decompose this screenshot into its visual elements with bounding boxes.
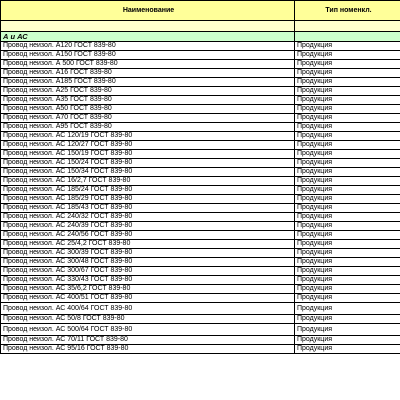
product-name-cell[interactable]: Провод неизол. АС 50/8 ГОСТ 839-80 [1,315,295,324]
product-type-cell[interactable]: Продукция [295,105,400,114]
product-name-cell[interactable]: Провод неизол. АС 185/24 ГОСТ 839-80 [1,186,295,195]
product-name-cell[interactable]: Провод неизол. АС 185/29 ГОСТ 839-80 [1,195,295,204]
table-row [1,345,400,354]
header-row [1,1,400,21]
product-name-cell[interactable]: Провод неизол. АС 240/32 ГОСТ 839-80 [1,213,295,222]
product-name-cell[interactable]: Провод неизол. АС 95/16 ГОСТ 839-80 [1,345,295,354]
product-type-cell[interactable]: Продукция [295,87,400,96]
product-name-cell[interactable]: Провод неизол. А35 ГОСТ 839-80 [1,96,295,105]
product-name-cell[interactable]: Провод неизол. АС 300/39 ГОСТ 839-80 [1,249,295,258]
empty-cell[interactable] [1,21,295,32]
group-empty-cell[interactable] [295,32,400,42]
table-row [1,114,400,123]
product-name-cell[interactable]: Провод неизол. АС 400/64 ГОСТ 839-80 [1,303,295,315]
table-row [1,240,400,249]
product-type-cell[interactable]: Продукция [295,150,400,159]
product-type-cell[interactable]: Продукция [295,240,400,249]
product-name-cell[interactable]: Провод неизол. А25 ГОСТ 839-80 [1,87,295,96]
product-type-cell[interactable]: Продукция [295,303,400,315]
table-row [1,231,400,240]
product-type-cell[interactable]: Продукция [295,231,400,240]
product-type-cell[interactable]: Продукция [295,78,400,87]
table-row [1,267,400,276]
product-type-cell[interactable]: Продукция [295,42,400,51]
product-type-cell[interactable]: Продукция [295,213,400,222]
column-header-type[interactable]: Тип номенкл. [295,1,400,21]
group-row [1,32,400,42]
product-name-cell[interactable]: Провод неизол. АС 150/19 ГОСТ 839-80 [1,150,295,159]
product-type-cell[interactable]: Продукция [295,285,400,294]
table-row [1,168,400,177]
product-name-cell[interactable]: Провод неизол. АС 240/56 ГОСТ 839-80 [1,231,295,240]
table-row [1,336,400,345]
table-row [1,123,400,132]
table-row [1,150,400,159]
product-type-cell[interactable]: Продукция [295,141,400,150]
table-row [1,222,400,231]
table-row [1,195,400,204]
product-name-cell[interactable]: Провод неизол. А 500 ГОСТ 839-80 [1,60,295,69]
product-type-cell[interactable]: Продукция [295,186,400,195]
product-type-cell[interactable]: Продукция [295,249,400,258]
product-name-cell[interactable]: Провод неизол. АС 300/48 ГОСТ 839-80 [1,258,295,267]
product-type-cell[interactable]: Продукция [295,195,400,204]
table-row [1,69,400,78]
product-name-cell[interactable]: Провод неизол. АС 185/43 ГОСТ 839-80 [1,204,295,213]
empty-row [1,21,400,32]
product-type-cell[interactable]: Продукция [295,132,400,141]
product-name-cell[interactable]: Провод неизол. А95 ГОСТ 839-80 [1,123,295,132]
table-row [1,324,400,336]
table-row [1,87,400,96]
product-name-cell[interactable]: Провод неизол. АС 150/24 ГОСТ 839-80 [1,159,295,168]
table-row [1,132,400,141]
product-name-cell[interactable]: Провод неизол. А150 ГОСТ 839-80 [1,51,295,60]
table-row [1,141,400,150]
product-name-cell[interactable]: Провод неизол. АС 16/2,7 ГОСТ 839-80 [1,177,295,186]
product-name-cell[interactable]: Провод неизол. АС 70/11 ГОСТ 839-80 [1,336,295,345]
product-type-cell[interactable]: Продукция [295,114,400,123]
table-row [1,186,400,195]
product-type-cell[interactable]: Продукция [295,315,400,324]
table-row [1,294,400,303]
product-name-cell[interactable]: Провод неизол. А120 ГОСТ 839-80 [1,42,295,51]
table-row [1,213,400,222]
product-type-cell[interactable]: Продукция [295,294,400,303]
product-name-cell[interactable]: Провод неизол. АС 120/19 ГОСТ 839-80 [1,132,295,141]
table-row [1,258,400,267]
group-label[interactable]: А и АС [1,32,295,42]
product-name-cell[interactable]: Провод неизол. АС 330/43 ГОСТ 839-80 [1,276,295,285]
product-name-cell[interactable]: Провод неизол. А70 ГОСТ 839-80 [1,114,295,123]
product-name-cell[interactable]: Провод неизол. АС 500/64 ГОСТ 839-80 [1,324,295,336]
product-type-cell[interactable]: Продукция [295,168,400,177]
product-type-cell[interactable]: Продукция [295,60,400,69]
product-type-cell[interactable]: Продукция [295,204,400,213]
product-name-cell[interactable]: Провод неизол. А50 ГОСТ 839-80 [1,105,295,114]
product-name-cell[interactable]: Провод неизол. АС 25/4,2 ГОСТ 839-80 [1,240,295,249]
product-name-cell[interactable]: Провод неизол. АС 300/67 ГОСТ 839-80 [1,267,295,276]
product-type-cell[interactable]: Продукция [295,96,400,105]
product-type-cell[interactable]: Продукция [295,267,400,276]
table-row [1,96,400,105]
table-row [1,249,400,258]
product-type-cell[interactable]: Продукция [295,177,400,186]
product-type-cell[interactable]: Продукция [295,324,400,336]
table-row [1,285,400,294]
column-header-name[interactable]: Наименование [1,1,295,21]
table-row [1,315,400,324]
product-type-cell[interactable]: Продукция [295,345,400,354]
table-row [1,204,400,213]
product-name-cell[interactable]: Провод неизол. АС 120/27 ГОСТ 839-80 [1,141,295,150]
product-name-cell[interactable]: Провод неизол. А185 ГОСТ 839-80 [1,78,295,87]
product-type-cell[interactable]: Продукция [295,69,400,78]
product-type-cell[interactable]: Продукция [295,222,400,231]
table-row [1,276,400,285]
table-row [1,78,400,87]
product-name-cell[interactable]: Провод неизол. АС 240/39 ГОСТ 839-80 [1,222,295,231]
product-name-cell[interactable]: Провод неизол. АС 150/34 ГОСТ 839-80 [1,168,295,177]
empty-cell[interactable] [295,21,400,32]
table-row [1,105,400,114]
table-row [1,159,400,168]
table-row [1,177,400,186]
product-name-cell[interactable]: Провод неизол. АС 400/51 ГОСТ 839-80 [1,294,295,303]
product-type-cell[interactable]: Продукция [295,159,400,168]
product-type-cell[interactable]: Продукция [295,51,400,60]
product-type-cell[interactable]: Продукция [295,258,400,267]
product-name-cell[interactable]: Провод неизол. А16 ГОСТ 839-80 [1,69,295,78]
product-type-cell[interactable]: Продукция [295,336,400,345]
table-row [1,42,400,51]
product-name-cell[interactable]: Провод неизол. АС 35/6,2 ГОСТ 839-80 [1,285,295,294]
table-row [1,303,400,315]
table-row [1,60,400,69]
product-type-cell[interactable]: Продукция [295,123,400,132]
table-row [1,51,400,60]
product-type-cell[interactable]: Продукция [295,276,400,285]
